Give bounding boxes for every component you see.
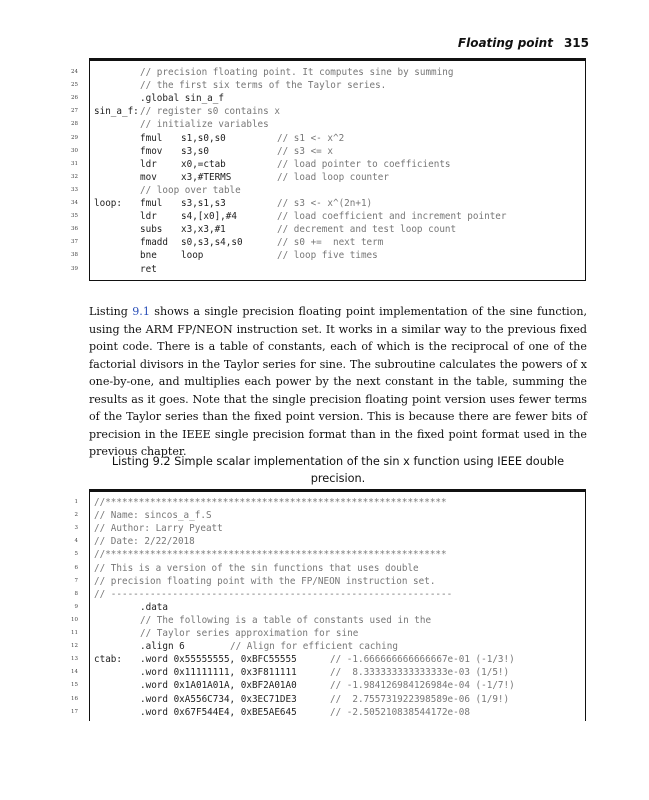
code-instruction: fmul: [140, 132, 163, 144]
line-number: 36: [71, 226, 78, 233]
listing-caption: Listing 9.2 Simple scalar implementation of the sin x function using IEEE double precision.: [111, 455, 565, 485]
code-comment: // s3 <= x: [277, 145, 333, 157]
code-line: [71, 79, 585, 92]
code-instruction: subs: [140, 224, 163, 236]
line-number: 14: [71, 669, 78, 676]
code-instruction: .global sin_a_f: [140, 93, 224, 105]
code-line: [71, 614, 585, 627]
line-number: 13: [71, 656, 78, 663]
code-line: [74, 548, 585, 561]
code-line: [71, 145, 585, 158]
code-line: [71, 653, 585, 666]
code-line: [71, 66, 585, 79]
line-number: 34: [71, 200, 78, 206]
code-comment: // decrement and test loop count: [277, 224, 457, 236]
code-line: [74, 509, 585, 522]
code-text: // Name: sincos_a_f.S: [94, 510, 212, 522]
code-line: [74, 522, 585, 535]
code-operands: s3,s1,s3: [181, 198, 226, 209]
code-text: // Taylor series approximation for sine: [140, 628, 359, 639]
code-data-word: .word 0x67F544E4, 0xBE5AE645: [140, 706, 297, 718]
code-comment: // loop five times: [277, 250, 378, 262]
code-comment: // -1.984126984126984e-04 (-1/7!): [330, 680, 515, 692]
code-text: // precision floating point with the FP/NEON instruction set.: [94, 575, 436, 587]
code-instruction: bne: [140, 250, 157, 262]
code-line: [74, 601, 585, 614]
code-comment: // the first six terms of the Taylor series.: [140, 80, 387, 92]
code-line: [71, 184, 585, 197]
line-number: 5: [74, 551, 78, 558]
code-text: // Date: 2/22/2018: [94, 536, 195, 548]
listing-reference-link[interactable]: 9.1: [132, 305, 150, 318]
code-text: //*************************************************************: [94, 549, 447, 561]
line-number: 1: [74, 499, 78, 505]
line-number: 15: [71, 682, 78, 689]
code-line: [74, 562, 585, 575]
code-comment: // initialize variables: [140, 119, 269, 131]
line-number: 39: [71, 265, 78, 272]
code-line: [74, 588, 585, 601]
code-line: [71, 236, 585, 249]
code-instruction: fmul: [140, 198, 163, 209]
code-text: // Author: Larry Pyeatt: [94, 523, 223, 535]
code-line: [71, 627, 585, 640]
line-number: 16: [71, 695, 78, 702]
line-number: 6: [74, 564, 78, 571]
line-number: 30: [71, 147, 78, 154]
line-number: 24: [71, 69, 78, 75]
code-comment: // s0 += next term: [277, 237, 384, 249]
code-line: [71, 640, 585, 653]
header-title: Floating point: [457, 36, 553, 50]
code-line: [71, 706, 585, 719]
line-number: 29: [71, 134, 78, 141]
line-number: 10: [71, 616, 78, 623]
code-data-word: .word 0x55555555, 0xBFC55555: [140, 654, 297, 666]
code-operands: x3,#TERMS: [181, 171, 232, 183]
code-line: [71, 693, 585, 706]
line-number: 4: [74, 538, 78, 545]
code-instruction: ldr: [140, 158, 157, 170]
code-comment: // precision floating point. It computes sine by summing: [140, 67, 454, 78]
code-line: [71, 263, 585, 276]
code-operands: loop: [181, 250, 204, 262]
code-line: [71, 158, 585, 171]
code-text: // This is a version of the sin functions that uses double: [94, 562, 419, 574]
page-number: 315: [563, 36, 589, 50]
code-comment: // load coefficient and increment pointer: [277, 211, 507, 223]
code-line: [71, 105, 585, 118]
code-comment: // register s0 contains x: [140, 106, 280, 118]
code-text: //*************************************************************: [94, 497, 447, 508]
paragraph-lead: Listing: [89, 305, 133, 318]
code-instruction: ldr: [140, 211, 157, 223]
line-number: 37: [71, 239, 78, 246]
code-line: [71, 249, 585, 262]
code-line: [71, 132, 585, 145]
line-number: 32: [71, 173, 78, 180]
code-text: .align 6: [140, 641, 185, 653]
line-number: 3: [74, 525, 78, 532]
code-comment: // -2.505210838544172e-08: [330, 706, 470, 718]
code-label: ctab:: [94, 654, 122, 666]
code-operands: x0,=ctab: [181, 158, 226, 170]
code-comment: // load pointer to coefficients: [277, 158, 451, 170]
code-instruction: ret: [140, 263, 157, 275]
code-comment: // 8.333333333333333e-03 (1/5!): [330, 667, 510, 679]
code-comment: // s3 <- x^(2n+1): [277, 198, 373, 209]
page-header: [0, 36, 589, 54]
line-number: 25: [71, 82, 78, 89]
line-number: 33: [71, 186, 78, 193]
line-number: 35: [71, 213, 78, 220]
code-comment: // 2.755731922398589e-06 (1/9!): [330, 693, 510, 705]
code-line: [74, 535, 585, 548]
line-number: 28: [71, 121, 78, 128]
code-line: [71, 118, 585, 131]
code-instruction: fmadd: [140, 237, 168, 249]
code-operands: s1,s0,s0: [181, 132, 226, 144]
code-line: [74, 496, 585, 509]
code-label: loop:: [94, 198, 122, 209]
code-line: [71, 197, 585, 210]
code-line: [71, 223, 585, 236]
line-number: 12: [71, 643, 78, 650]
code-instruction: mov: [140, 171, 157, 183]
line-number: 11: [71, 630, 78, 636]
body-paragraph: [89, 303, 587, 461]
code-operands: s0,s3,s4,s0: [181, 237, 243, 249]
listing-9-2-code-box: [71, 489, 586, 721]
code-line: [74, 575, 585, 588]
line-number: 7: [74, 577, 78, 584]
code-comment: // Align for efficient caching: [230, 641, 398, 653]
code-comment: // -1.666666666666667e-01 (-1/3!): [330, 654, 515, 666]
code-comment: // s1 <- x^2: [277, 132, 345, 144]
code-line: [71, 171, 585, 184]
code-operands: s3,s0: [181, 145, 209, 157]
code-line: [71, 679, 585, 692]
line-number: 9: [74, 603, 78, 610]
code-text: // -------------------------------------------------------------: [94, 588, 453, 600]
code-comment: // loop over table: [140, 184, 241, 196]
code-instruction: fmov: [140, 145, 163, 157]
code-label: sin_a_f:: [94, 106, 139, 118]
code-line: [71, 92, 585, 105]
line-number: 31: [71, 160, 78, 167]
code-operands: s4,[x0],#4: [181, 211, 237, 223]
line-number: 8: [74, 590, 78, 597]
code-data-word: .word 0x11111111, 0x3F811111: [140, 667, 297, 679]
line-number: 27: [71, 108, 78, 115]
code-line: [71, 210, 585, 223]
code-text: .data: [140, 601, 168, 613]
line-number: 2: [74, 512, 78, 519]
line-number: 38: [71, 252, 78, 259]
code-data-word: .word 0x1A01A01A, 0xBF2A01A0: [140, 680, 297, 692]
listing-9-1-code-box: [71, 58, 586, 281]
paragraph-text: shows a single precision floating point implementation of the sine function, using the ARM FP/NEON instruction set. It works in a similar way to the previous fixed point code. There is a table of constants, each of which is the reciprocal of one of the factorial divisors in the Taylor series for sine. The subroutine calculates the powers of x one-by-one, and multiplies each power by the next constant in the table, summing the results as it goes. Note that the single precision floating point version uses fewer terms of the Taylor series than the fixed point version. This is because there are fewer bits of precision in the IEEE single precision format than in the fixed point format used in the previous chapter.: [89, 305, 587, 458]
line-number: 26: [71, 95, 78, 102]
code-text: // The following is a table of constants used in the: [140, 614, 432, 626]
line-number: 17: [71, 708, 78, 715]
code-comment: // load loop counter: [277, 171, 389, 183]
code-line: [71, 666, 585, 679]
code-operands: x3,x3,#1: [181, 224, 226, 236]
code-data-word: .word 0xA556C734, 0x3EC71DE3: [140, 693, 297, 705]
